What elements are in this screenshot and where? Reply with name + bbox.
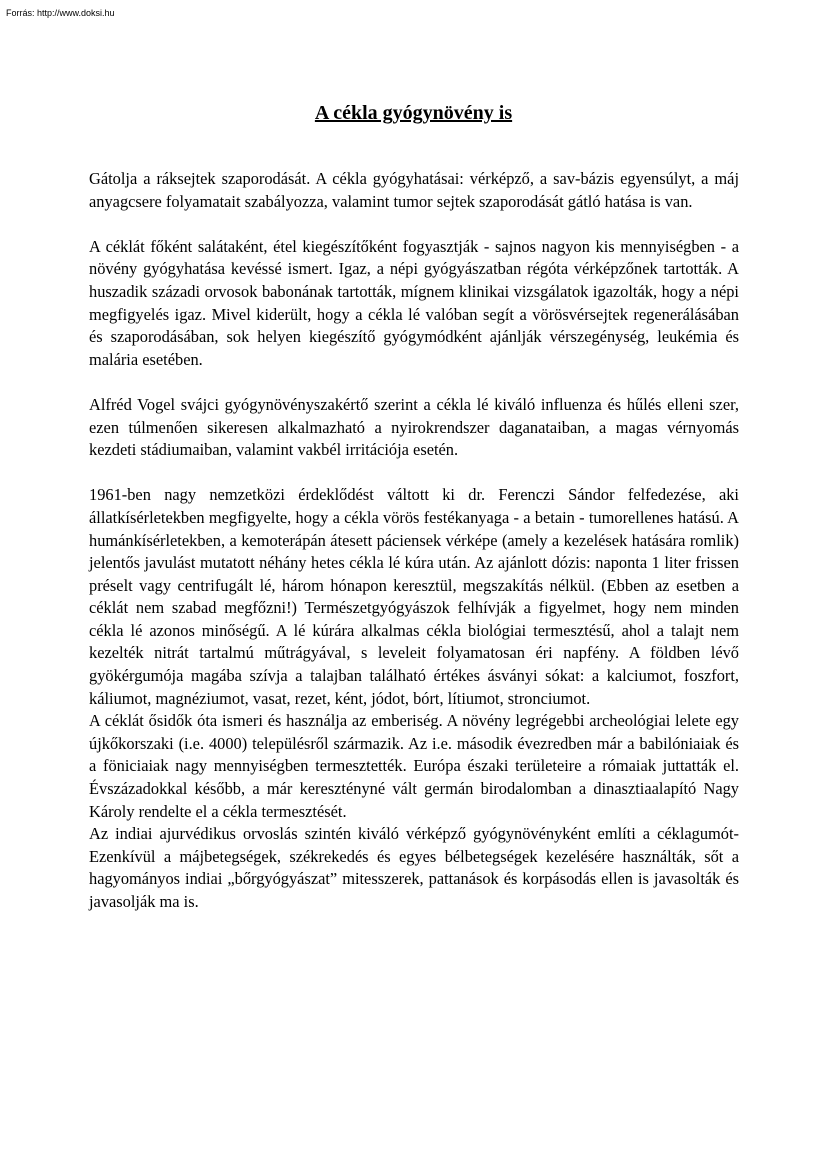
paragraph-3: Alfréd Vogel svájci gyógynövényszakértő szerint a cékla lé kiváló influenza és hűlés elleni szer, ezen túlmenően sikeresen alkalmazható a nyirokrendszer daganataiban, a magas vérnyomás kezdeti stádiumaiban, valamint vakbél irritációja esetén. bbox=[89, 394, 739, 460]
paragraph-4: 1961-ben nagy nemzetközi érdeklődést váltott ki dr. Ferenczi Sándor felfedezése, aki állatkísérletekben megfigyelte, hogy a cékla vörös festékanyaga - a betain - tumorellenes hatású. A humánkísérletekben, a kemoterápán átesett páciensek vérképe (amely a kezelések hatására romlik) jelentős javulást mutatott néhány hetes cékla lé kúra után. Az ajánlott dózis: naponta 1 liter frissen préselt vagy centrifugált lé, három hónapon keresztül, megszakítás nélkül. (Ebben az esetben a céklát nem szabad megfőzni!) Természetgyógyászok felhívják a figyelmet, hogy nem minden cékla lé azonos minőségű. A lé kúrára alkalmas cékla biológiai termesztésű, ahol a talajt nem kezelték nitrát tartalmú műtrágyával, s leveleit folyamatosan éri napfény. A földben lévő gyökérgumója magába szívja a talajban található értékes ásványi sókat: a kalciumot, foszfort, káliumot, magnéziumot, vasat, rezet, ként, jódot, bórt, lítiumot, stronciumot. bbox=[89, 485, 739, 708]
paragraph-1: Gátolja a ráksejtek szaporodását. A cékla gyógyhatásai: vérképző, a sav-bázis egyensúlyt, a máj anyagcsere folyamatait szabályozza, valamint tumor sejtek szaporodását gátló hatása is van. bbox=[89, 169, 739, 211]
paragraph-2: A céklát főként salátaként, étel kiegészítőként fogyasztják - sajnos nagyon kis mennyiségben - a növény gyógyhatása kevéssé ismert. Igaz, a népi gyógyászatban régóta vérképzőnek tartották. A huszadik századi orvosok babonának tartották, mígnem klinikai vizsgálatok igazolták, hogy a népi megfigyelés igaz. Mivel kiderült, hogy a cékla lé valóban segít a vörösvérsejtek regenerálásában és szaporodásában, sok helyen kiegészítő gyógymódként ajánlják vérszegénység, leukémia és malária esetében. bbox=[89, 236, 739, 369]
document-body bbox=[89, 168, 739, 914]
paragraph-6: Az indiai ajurvédikus orvoslás szintén kiváló vérképző gyógynövényként említi a céklagumót- Ezenkívül a májbetegségek, székrekedés és egyes bélbetegségek kezelésére használták, sőt a hagyományos indiai „bőrgyógyászat” mitesszerek, pattanások és korpásodás ellen is javasolták és javasolják ma is. bbox=[89, 824, 739, 911]
paragraph-5: A céklát ősidők óta ismeri és használja az emberiség. A növény legrégebbi archeológiai lelete egy újkőkorszaki (i.e. 4000) településről származik. Az i.e. második évezredben már a babilóniaiak és a föniciaiak nagy mennyiségben termesztették. Európa északi területeire a rómaiak juttatták el. Évszázadokkal később, a már keresztényné vált germán birodalomban a dinasztiaalapító Nagy Károly rendelte el a cékla termesztését. bbox=[89, 711, 739, 821]
document-title: A cékla gyógynövény is bbox=[314, 102, 513, 124]
source-line: Forrás: http://www.doksi.hu bbox=[6, 8, 115, 18]
